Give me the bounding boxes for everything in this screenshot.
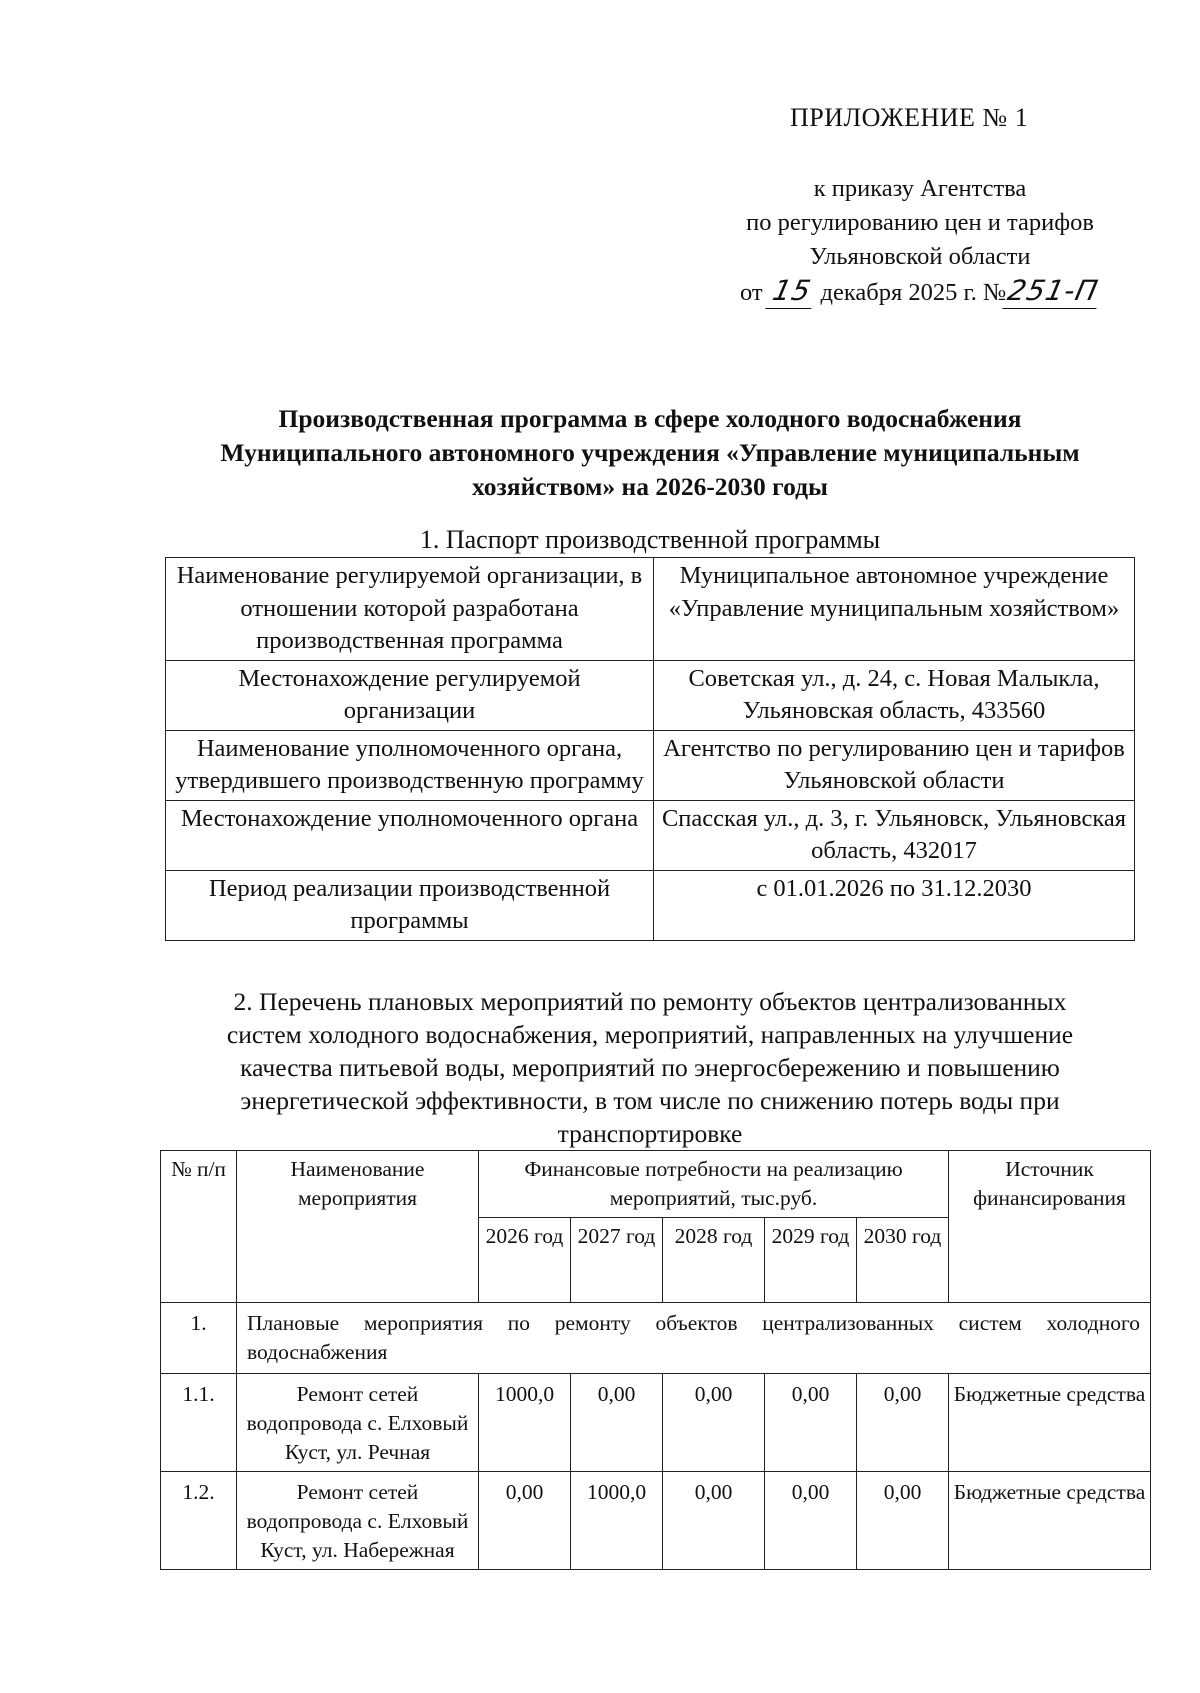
header-year: 2026 год [479,1218,571,1303]
row-source: Бюджетные средства [949,1374,1151,1472]
order-line: к приказу Агентства [813,175,1027,202]
row-name: Ремонт сетей водопровода с. Елховый Куст, ул. Набережная [237,1472,479,1570]
group-title: Плановые мероприятия по ремонту объектов централизованных систем холодного водоснабжения [237,1303,1151,1374]
passport-value: Муниципальное автономное учреждение «Управление муниципальным хозяйством» [654,558,1135,661]
order-line: Ульяновской области [809,243,1031,270]
header-num: № п/п [161,1151,237,1303]
table-row [166,870,1135,940]
row-source: Бюджетные средства [949,1472,1151,1570]
appendix-title: ПРИЛОЖЕНИЕ № 1 [790,103,1029,132]
row-value: 1000,0 [571,1472,663,1570]
row-value: 0,00 [765,1374,857,1472]
measures-section-title [160,985,1140,1150]
row-value: 0,00 [479,1472,571,1570]
table-header-row [161,1151,1151,1218]
row-num: 1.1. [161,1374,237,1472]
table-row [166,558,1135,661]
date-prefix: от [739,279,763,306]
section-title-line: 2. Перечень плановых мероприятий по ремонту объектов централизованных [233,987,1067,1016]
row-value: 0,00 [663,1472,765,1570]
row-value: 0,00 [571,1374,663,1472]
title-line: Муниципального автономного учреждения «Управление муниципальным [220,438,1080,467]
section-title-line: транспортировке [557,1119,743,1148]
header-year: 2028 год [663,1218,765,1303]
row-name: Ремонт сетей водопровода с. Елховый Куст, ул. Речная [237,1374,479,1472]
header-name: Наименование мероприятия [237,1151,479,1303]
section-title-line: энергетической эффективности, в том числе по снижению потерь воды при [240,1086,1060,1115]
document-title [150,402,1150,504]
header-source: Источник финансирования [949,1151,1151,1303]
passport-value: Спасская ул., д. 3, г. Ульяновск, Ульяновская область, 432017 [654,800,1135,870]
row-value: 0,00 [663,1374,765,1472]
group-num: 1. [161,1303,237,1374]
measures-table [160,1150,1151,1570]
row-value: 0,00 [857,1472,949,1570]
header-finance: Финансовые потребности на реализацию мероприятий, тыс.руб. [479,1151,949,1218]
row-value: 0,00 [857,1374,949,1472]
passport-label: Местонахождение уполномоченного органа [166,800,654,870]
table-row [166,800,1135,870]
order-date-line [700,274,1140,310]
order-line: по регулированию цен и тарифов [746,209,1094,236]
section-title-line: систем холодного водоснабжения, мероприятий, направленных на улучшение [226,1020,1074,1049]
passport-label: Период реализации производственной программы [166,870,654,940]
handwritten-order-number: 251-П [1003,274,1104,309]
row-value: 1000,0 [479,1374,571,1472]
header-year: 2029 год [765,1218,857,1303]
table-row [166,660,1135,730]
passport-value: Советская ул., д. 24, с. Новая Малыкла, Ульяновская область, 433560 [654,660,1135,730]
row-value: 0,00 [765,1472,857,1570]
date-rest: декабря 2025 г. № [820,279,1007,306]
table-group-row [161,1303,1151,1374]
passport-label: Наименование регулируемой организации, в отношении которой разработана производственная программа [166,558,654,661]
passport-value: Агентство по регулированию цен и тарифов Ульяновской области [654,730,1135,800]
order-reference [700,172,1140,310]
title-line: Производственная программа в сфере холодного водоснабжения [278,404,1022,433]
passport-section-title: 1. Паспорт производственной программы [419,525,881,554]
title-line: хозяйством» на 2026-2030 годы [472,472,828,501]
passport-label: Наименование уполномоченного органа, утвердившего производственную программу [166,730,654,800]
passport-label: Местонахождение регулируемой организации [166,660,654,730]
header-year: 2027 год [571,1218,663,1303]
header-year: 2030 год [857,1218,949,1303]
handwritten-date-day: 15 [765,274,818,309]
passport-table [165,557,1135,941]
table-row [161,1374,1151,1472]
table-row [161,1472,1151,1570]
table-row [166,730,1135,800]
section-title-line: качества питьевой воды, мероприятий по энергосбережению и повышению [240,1053,1060,1082]
row-num: 1.2. [161,1472,237,1570]
passport-value: с 01.01.2026 по 31.12.2030 [654,870,1135,940]
